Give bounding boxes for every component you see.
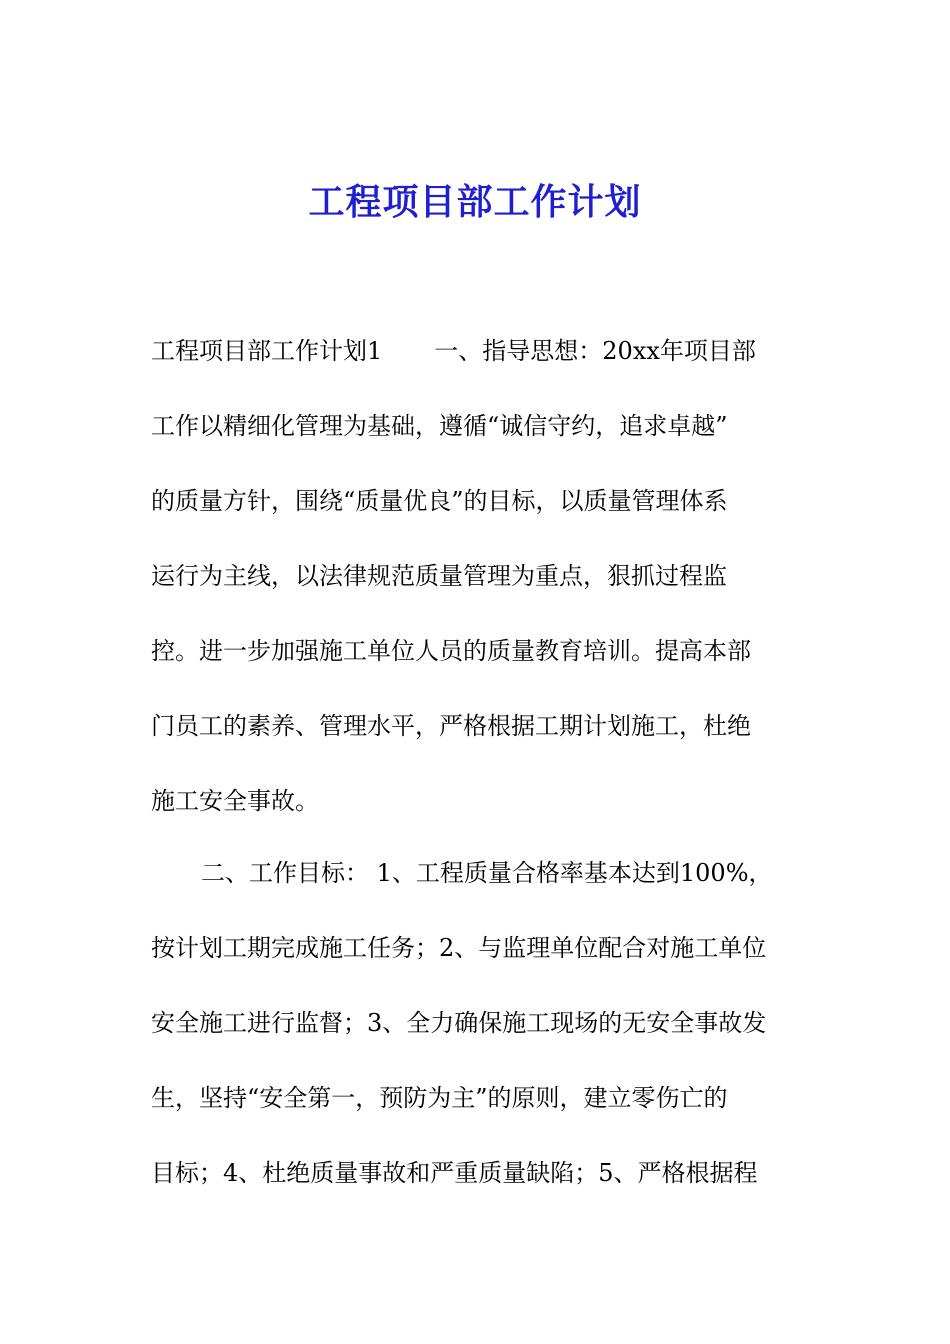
text-line (151, 335, 756, 367)
text-line: 的质量方针，围绕“质量优良”的目标，以质量管理体系 (151, 487, 728, 515)
text-line: 门员工的素养、管理水平，严格根据工期计划施工，杜绝 (151, 712, 751, 740)
document-title: 工程项目部工作计划 (308, 181, 642, 223)
text-line: 运行为主线，以法律规范质量管理为重点，狠抓过程监 (151, 562, 727, 590)
text-line: 控。进一步加强施工单位人员的质量教育培训。提高本部 (151, 637, 751, 665)
text-line: 按计划工期完成施工任务；2、与监理单位配合对施工单位 (151, 934, 767, 962)
text-line (151, 857, 773, 889)
text-line: 施工安全事故。 (151, 787, 319, 815)
text-line: 工作以精细化管理为基础，遵循“诚信守约，追求卓越” (151, 412, 728, 440)
section-heading: 工程项目部工作计划1 (151, 337, 383, 365)
text-line: 安全施工进行监督；3、全力确保施工现场的无安全事故发 (151, 1009, 767, 1037)
text-line: 目标；4、杜绝质量事故和严重质量缺陷；5、严格根据程 (151, 1159, 758, 1187)
text-segment: 一、指导思想：20xx年项目部 (434, 337, 756, 365)
text-segment: 二、工作目标： 1、工程质量合格率基本达到100%， (201, 859, 773, 887)
text-line: 生，坚持“安全第一，预防为主”的原则，建立零伤亡的 (151, 1084, 728, 1112)
